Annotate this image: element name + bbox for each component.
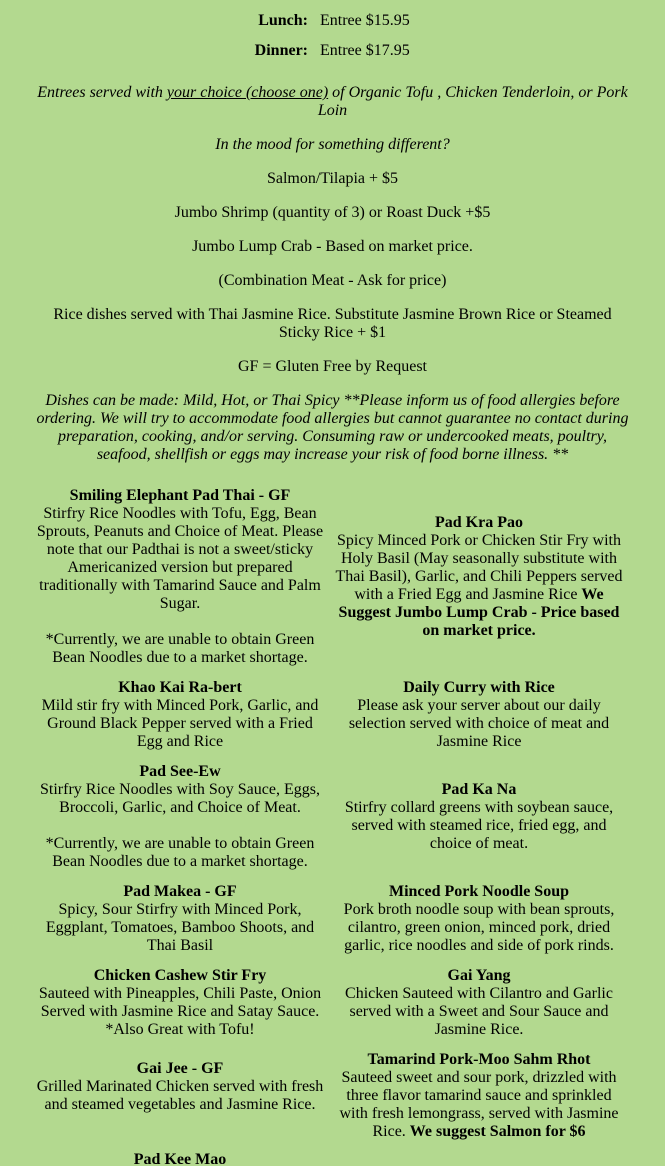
dish-pad-kra-pao <box>334 514 624 640</box>
dish-description <box>334 532 624 640</box>
dish-name: Smiling Elephant Pad Thai - GF <box>69 487 291 504</box>
lunch-price-row <box>0 12 665 42</box>
upgrade-salmon: Salmon/Tilapia + $5 <box>266 170 399 187</box>
dish-daily-curry <box>334 679 624 751</box>
dish-name: Daily Curry with Rice <box>403 679 555 696</box>
dish-name: Khao Kai Ra-bert <box>118 679 242 696</box>
dish-pad-see-ew <box>36 763 324 871</box>
dish-description: Grilled Marinated Chicken served with fresh and steamed vegetables and Jasmine Rice. <box>36 1078 324 1113</box>
dish-description: Stirfry collard greens with soybean sauce, served with steamed rice, fried egg, and choice of meat. <box>344 799 614 852</box>
dish-note: *Currently, we are unable to obtain Green Bean Noodles due to a market shortage. <box>45 835 315 870</box>
dinner-label: Dinner: <box>254 42 308 59</box>
dish-description: Please ask your server about our daily selection served with choice of meat and Jasmine Rice <box>348 697 610 750</box>
dish-chicken-cashew <box>36 967 324 1039</box>
dish-name: Gai Yang <box>447 967 511 984</box>
dinner-price: Entree $17.95 <box>320 42 410 59</box>
dish-suggestion: We Suggest Jumbo Lump Crab - Price based on market price. <box>338 586 620 639</box>
dish-name: Minced Pork Noodle Soup <box>388 883 569 900</box>
lunch-price: Entree $15.95 <box>320 12 410 29</box>
dish-pad-ka-na <box>334 781 624 853</box>
dish-tamarind-pork <box>334 1051 624 1141</box>
pricing-section <box>0 12 665 72</box>
dish-khao-kai-ra-bert <box>36 679 324 751</box>
dish-gai-yang <box>334 967 624 1039</box>
dish-minced-pork-noodle-soup <box>334 883 624 955</box>
gf-note: GF = Gluten Free by Request <box>238 358 427 375</box>
dish-name: Gai Jee - GF <box>136 1060 224 1077</box>
entrees-note-prefix: Entrees served with <box>37 84 167 101</box>
entrees-note-suffix: of Organic Tofu , Chicken Tenderloin, or Pork Loin <box>317 84 628 119</box>
dish-name: Pad Kee Mao <box>133 1151 227 1166</box>
dish-name: Pad Makea - GF <box>123 883 237 900</box>
dish-description-text: Sauteed sweet and sour pork, drizzled with three flavor tamarind sauce and sprinkled with fresh lemongrass, served with Jasmine Rice. <box>339 1069 619 1140</box>
dish-description: Spicy, Sour Stirfry with Minced Pork, Eggplant, Tomatoes, Bamboo Shoots, and Thai Basil <box>45 901 315 954</box>
lunch-label: Lunch: <box>258 12 308 29</box>
dish-name: Pad Kra Pao <box>435 514 523 531</box>
dish-description: Stirfry Rice Noodles with Soy Sauce, Eggs, Broccoli, Garlic, and Choice of Meat. <box>40 781 320 816</box>
dish-description: Chicken Sauteed with Cilantro and Garlic served with a Sweet and Sour Sauce and Jasmine Rice. <box>345 985 613 1038</box>
dinner-price-row <box>0 42 665 72</box>
dish-pad-thai <box>36 487 324 667</box>
upgrade-shrimp-duck: Jumbo Shrimp (quantity of 3) or Roast Duck +$5 <box>174 204 491 221</box>
dish-pad-kee-mao <box>36 1151 324 1166</box>
dish-description-text: Spicy Minced Pork or Chicken Stir Fry with Holy Basil (May seasonally substitute with Thai Basil), Garlic, and Chili Peppers served with a Fried Egg and Jasmine Rice <box>335 532 623 603</box>
entrees-note-choice: your choice (choose one) <box>166 84 329 101</box>
dish-note: *Currently, we are unable to obtain Green Bean Noodles due to a market shortage. <box>45 631 315 666</box>
dish-name: Chicken Cashew Stir Fry <box>93 967 267 984</box>
dish-description <box>334 1069 624 1141</box>
upgrade-combination: (Combination Meat - Ask for price) <box>218 272 447 289</box>
dish-description: Stirfry Rice Noodles with Tofu, Egg, Bean Sprouts, Peanuts and Choice of Meat. Please note that our Padthai is not a sweet/sticky Americanized version but prepared traditionally with Tamarind Sauce and Palm Sugar. <box>36 505 324 612</box>
dish-description: Sauteed with Pineapples, Chili Paste, Onion Served with Jasmine Rice and Satay Sauce. *Also Great with Tofu! <box>38 985 322 1038</box>
dish-pad-makea <box>36 883 324 955</box>
dish-name: Pad Ka Na <box>441 781 517 798</box>
rice-note: Rice dishes served with Thai Jasmine Rice. Substitute Jasmine Brown Rice or Steamed Sticky Rice + $1 <box>53 306 612 341</box>
dish-description: Pork broth noodle soup with bean sprouts, cilantro, green onion, minced pork, dried garlic, rice noodles and side of pork rinds. <box>343 901 615 954</box>
dish-name: Tamarind Pork-Moo Sahm Rhot <box>367 1051 591 1068</box>
dish-description: Mild stir fry with Minced Pork, Garlic, and Ground Black Pepper served with a Fried Egg and Rice <box>41 697 319 750</box>
dish-gai-jee <box>36 1060 324 1114</box>
upgrade-crab: Jumbo Lump Crab - Based on market price. <box>192 238 473 255</box>
allergy-note: Dishes can be made: Mild, Hot, or Thai Spicy **Please inform us of food allergies before ordering. We will try to accommodate food allergies but cannot guarantee no contact during preparation, cooking, and/or serving. Consuming raw or undercooked meats, poultry, seafood, shellfish or eggs may increase your risk of food borne illness. ** <box>36 392 629 463</box>
dish-suggestion: We suggest Salmon for $6 <box>409 1123 586 1140</box>
entrees-note <box>34 84 631 120</box>
dish-name: Pad See-Ew <box>139 763 221 780</box>
something-different-text: In the mood for something different? <box>215 136 450 153</box>
